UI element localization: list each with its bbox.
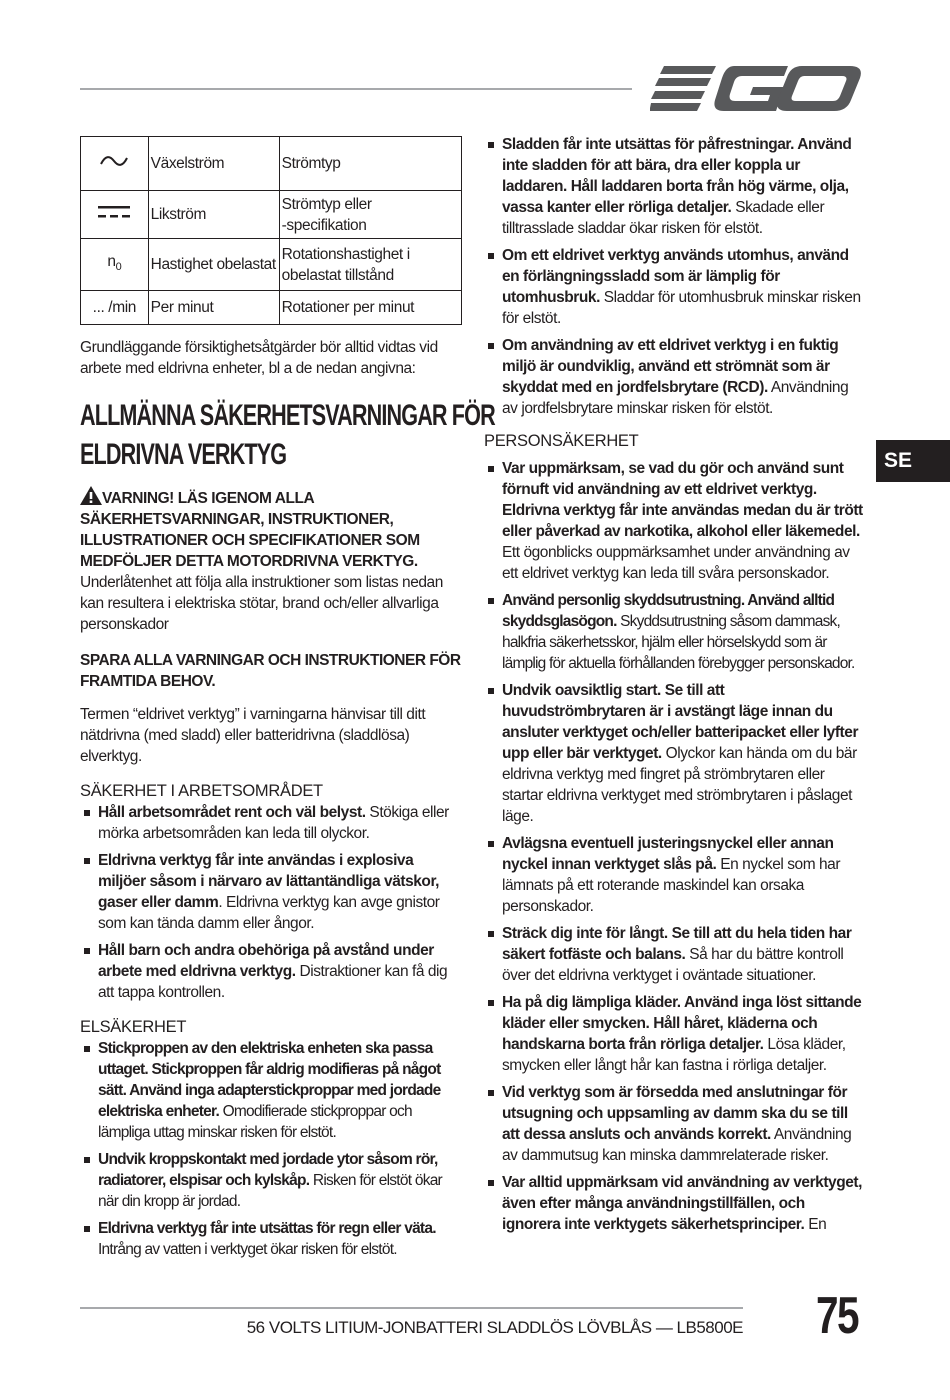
symbol-subscript: 0 bbox=[115, 261, 122, 274]
table-cell: Likström bbox=[148, 191, 279, 239]
main-heading-line: ELDRIVNA VERKTYG bbox=[80, 438, 287, 471]
table-cell: Strömtyp bbox=[279, 137, 461, 191]
right-column bbox=[484, 134, 864, 1235]
list-item: Ha på dig lämpliga kläder. Använd inga löst sittande kläder eller smycken. Håll håret, kläderna och handskarna borta från rörliga detaljer. Lösa kläder, smycken eller långt hår kan fastna i rörliga detaljer. bbox=[484, 992, 864, 1076]
save-instructions-heading: SPARA ALLA VARNINGAR OCH INSTRUKTIONER FÖR FRAMTIDA BEHOV. bbox=[80, 652, 461, 690]
main-heading-line: ALLMÄNNA SÄKERHETSVARNINGAR FÖR bbox=[80, 399, 495, 432]
table-cell bbox=[279, 239, 461, 291]
list-item: Undvik kroppskontakt med jordade ytor såsom rör, radiatorer, elspisar och kylskåp. Risken för elstöt ökar när din kropp är jordad. bbox=[80, 1149, 462, 1212]
table-row bbox=[81, 291, 462, 325]
list-item: Eldrivna verktyg får inte användas i explosiva miljöer såsom i närvaro av lättantändliga vätskor, gaser eller damm. Eldrivna verktyg kan avge gnistor som kan tända damm eller ångor. bbox=[80, 850, 462, 934]
table-cell: Hastighet obelastat bbox=[148, 239, 279, 291]
symbols-table bbox=[80, 136, 462, 325]
main-heading bbox=[80, 396, 495, 474]
warning-triangle-icon bbox=[80, 486, 102, 505]
ac-symbol bbox=[81, 137, 149, 191]
list-item: Håll arbetsområdet rent och väl belyst. Stökiga eller mörka arbetsområden kan leda till olyckor. bbox=[80, 802, 462, 844]
list-item: Håll barn och andra obehöriga på avstånd under arbete med eldrivna verktyg. Distraktioner kan få dig att tappa kontrollen. bbox=[80, 940, 462, 1003]
page-number: 75 bbox=[816, 1287, 858, 1345]
symbol-text: n bbox=[107, 252, 116, 270]
personal-safety-heading: PERSONSÄKERHET bbox=[484, 432, 639, 450]
warning-heading bbox=[80, 486, 462, 572]
electrical-safety-list-continued bbox=[484, 134, 864, 419]
list-item: Sladden får inte utsättas för påfrestningar. Använd inte sladden för att bära, dra eller koppla ur laddaren. Håll laddaren borta från hög värme, olja, vassa kanter eller rörliga detaljer. Skadade eller tilltrasslade sladdar ökar risken för elstöt. bbox=[484, 134, 864, 239]
list-item: Eldrivna verktyg får inte utsättas för regn eller väta. Intrång av vatten i verktyget ökar risken för elstöt. bbox=[80, 1218, 462, 1260]
no-load-symbol bbox=[81, 239, 149, 291]
table-cell: Per minut bbox=[148, 291, 279, 325]
table-row bbox=[81, 137, 462, 191]
electrical-safety-heading: ELSÄKERHET bbox=[80, 1018, 187, 1036]
list-item: Var uppmärksam, se vad du gör och använd sunt förnuft vid användning av ett eldrivet verktyg. Eldrivna verktyg får inte användas medan du är trött eller påverkad av narkotika, alkohol eller läkemedel. Ett ögonblicks ouppmärksamhet under användning av ett eldrivet verktyg kan leda till svåra personskador. bbox=[484, 458, 864, 584]
list-item: Avlägsna eventuell justeringsnyckel eller annan nyckel innan verktyget slås på. En nyckel som har lämnats på ett roterande maskindel kan orsaka personskador. bbox=[484, 833, 864, 917]
list-item: Stickproppen av den elektriska enheten ska passa uttaget. Stickproppen får aldrig modifieras på något sätt. Använd inga adapterstickproppar med jordade elektriska enheter. Omodifierade stickproppar och lämpliga uttag minskar risken för elstöt. bbox=[80, 1038, 462, 1143]
cell-line: obelastat tillstånd bbox=[281, 266, 394, 284]
footer-title: 56 VOLTS LITIUM-JONBATTERI SLADDLÖS LÖVBLÅS — LB5800E bbox=[246, 1318, 743, 1337]
list-item: Undvik oavsiktlig start. Se till att huvudströmbrytaren är i avstängt läge innan du ansluter verktyget och/eller batteripacket eller lyfter upp eller bär verktyget. Olyckor kan hända om du bär eldrivna verktyg med fingret på strömbrytaren eller startar eldrivna verktyget med strömbrytaren i påslaget läge. bbox=[484, 680, 864, 827]
warning-body: Underlåtenhet att följa alla instruktioner som listas nedan kan resultera i elektriska stötar, brand och/eller allvarliga personskador bbox=[80, 574, 443, 633]
ac-wave-icon bbox=[99, 154, 129, 168]
warning-block bbox=[80, 486, 462, 635]
warning-label: VARNING! bbox=[102, 490, 174, 507]
left-column bbox=[80, 136, 495, 1260]
personal-safety-list bbox=[484, 458, 864, 1235]
list-item: Sträck dig inte för långt. Se till att du hela tiden har säkert fotfäste och balans. Så har du bättre kontroll över det eldrivna verktyget i oväntade situationer. bbox=[484, 923, 864, 986]
work-area-heading: SÄKERHET I ARBETSOMRÅDET bbox=[80, 782, 323, 800]
intro-text: Grundläggande försiktighetsåtgärder bör alltid vidtas vid arbete med eldrivna enheter, bl a de nedan angivna: bbox=[80, 339, 438, 377]
list-item: Var alltid uppmärksam vid användning av verktyget, även efter många användningstillfällen, och ignorera inte verktygets säkerhetsprinciper. En bbox=[484, 1172, 864, 1235]
table-row bbox=[81, 239, 462, 291]
per-min-symbol: ... /min bbox=[81, 291, 149, 325]
table-cell: Växelström bbox=[148, 137, 279, 191]
electrical-safety-list bbox=[80, 1038, 462, 1260]
table-row bbox=[81, 191, 462, 239]
list-item: Om användning av ett eldrivet verktyg i en fuktig miljö är oundviklig, använd ett strömnät som är skyddat med en jordfelsbrytare (RCD). Användning av jordfelsbrytare minskar risken för elstöt. bbox=[484, 335, 864, 419]
warning-head-text: LÄS IGENOM ALLA SÄKERHETSVARNINGAR, INSTRUKTIONER, ILLUSTRATIONER OCH SPECIFIKATIONER SOM MEDFÖLJER DETTA MOTORDRIVNA VERKTYG. bbox=[80, 490, 420, 570]
term-text: Termen “eldrivet verktyg” i varningarna hänvisar till ditt nätdrivna (med sladd) eller batteridrivna (sladdlösa) elverktyg. bbox=[80, 706, 426, 765]
table-cell: Rotationer per minut bbox=[279, 291, 461, 325]
list-item: Använd personlig skyddsutrustning. Använd alltid skyddsglasögon. Skyddsutrustning såsom dammask, halkfria säkerhetsskor, hjälm eller hörselskydd som är lämplig för aktuella förhållanden förebygger personskador. bbox=[484, 590, 864, 674]
list-item: Om ett eldrivet verktyg används utomhus, använd en förlängningssladd som är lämplig för utomhusbruk. Sladdar för utomhusbruk minskar risken för elstöt. bbox=[484, 245, 864, 329]
footer-rule bbox=[80, 1307, 743, 1309]
language-tab: SE bbox=[876, 440, 950, 482]
work-area-list bbox=[80, 802, 462, 1003]
cell-line: Strömtyp eller bbox=[281, 195, 372, 213]
ego-logo bbox=[650, 64, 862, 114]
dc-symbol bbox=[81, 191, 149, 239]
header-rule bbox=[80, 88, 632, 90]
dc-current-icon bbox=[97, 204, 131, 220]
list-item: Vid verktyg som är försedda med anslutningar för utsugning och uppsamling av damm ska du se till att dessa ansluts och används korrekt. Användning av dammutsug kan minska dammrelaterade risker. bbox=[484, 1082, 864, 1166]
cell-line: -specifikation bbox=[281, 216, 367, 234]
cell-line: Rotationshastighet i bbox=[281, 245, 410, 263]
table-cell bbox=[279, 191, 461, 239]
